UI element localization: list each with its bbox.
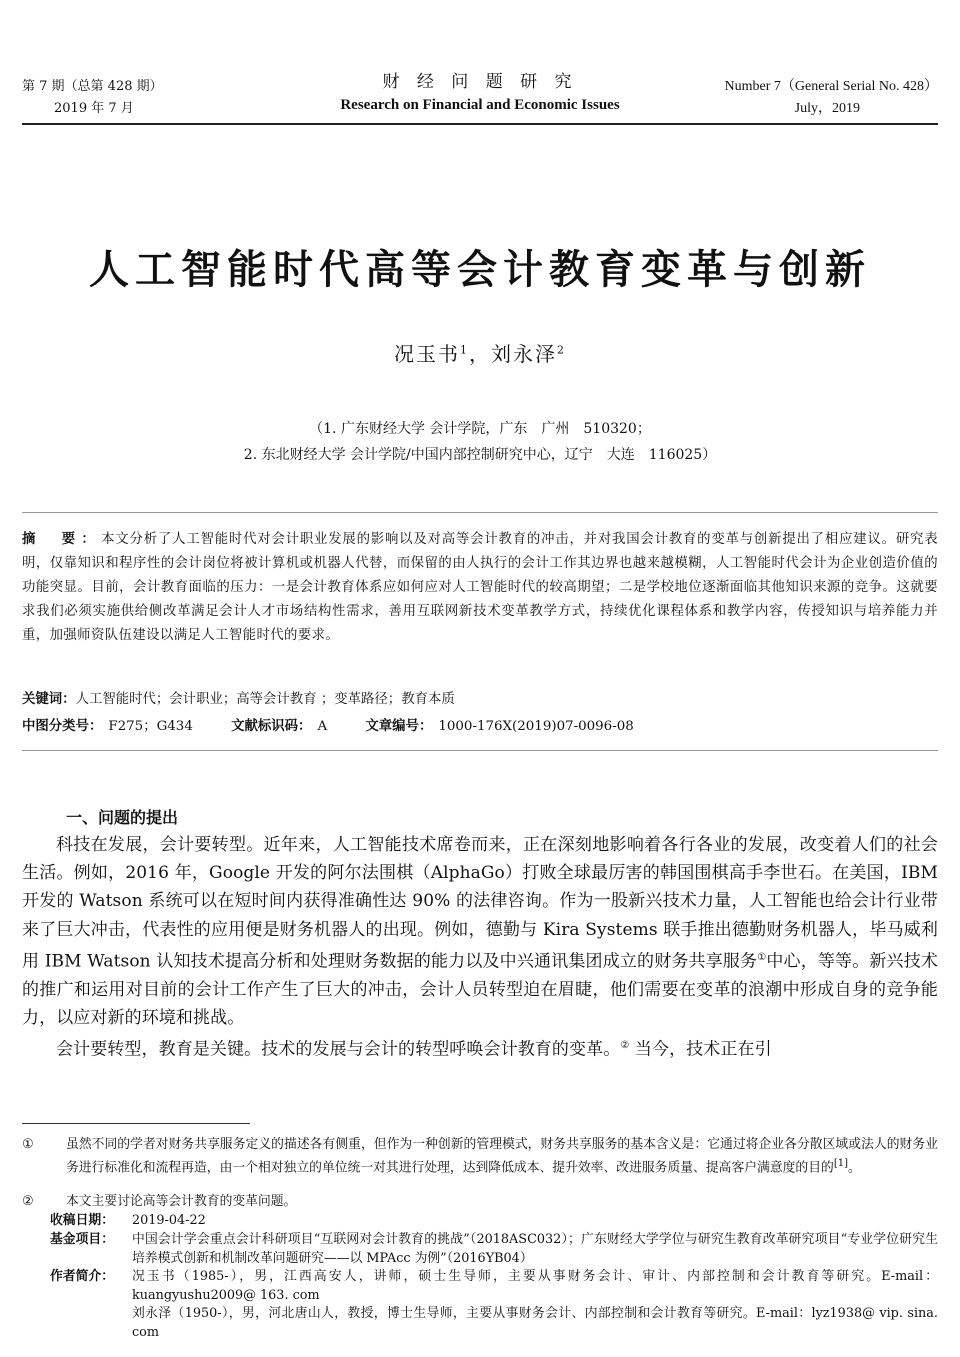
author-line (0, 338, 960, 367)
received-label: 收稿日期： (50, 1213, 114, 1228)
header-rule (22, 123, 938, 125)
issue-number-cn: 第 7 期（总第 428 期） (22, 79, 163, 94)
citation-ref-1[interactable]: [1] (833, 1157, 848, 1169)
affiliation-2: 2. 东北财经大学 会计学院/中国内部控制研究中心，辽宁 大连 116025） (243, 447, 717, 463)
footnote-rule (22, 1123, 250, 1124)
fund-project (50, 1231, 938, 1269)
issue-date-en: July，2019 (794, 101, 860, 116)
classification-line (22, 715, 938, 738)
abstract-text: 本文分析了人工智能时代对会计职业发展的影响以及对高等会计教育的冲击，并对我国会计教育的变革与创新提出了相应建议。研究表明，仅靠知识和程序性的会计岗位将被计算机或机器人代替，而保留的由人执行的会计工作其边界也越来越模糊，人工智能时代会计为企业创造价值的功能突显。目前，会计教育面临的压力：一是会计教育体系应如何应对人工智能时代的较高期望；二是学校地位逐渐面临其他知识来源的竞争。这就要求我们必须实施供给侧改革满足会计人才市场结构性需求，善用互联网新技术变革教学方式，持续优化课程体系和教学内容，传授知识与培养能力并重，加强师资队伍建设以满足人工智能时代的要求。 (22, 532, 938, 643)
issue-number-en: Number 7（General Serial No. 428） (724, 79, 938, 94)
article-title: 人工智能时代高等会计教育变革与创新 (89, 246, 871, 293)
abstract-bottom-rule (22, 750, 938, 751)
journal-name-cn: 财 经 问 题 研 究 (382, 72, 578, 92)
bio-label: 作者简介： (50, 1269, 114, 1284)
author-2: 刘永泽 (491, 342, 557, 366)
fund-label: 基金项目： (50, 1232, 114, 1247)
affiliation-1: （1. 广东财经大学 会计学院，广东 广州 510320； (309, 421, 651, 437)
paragraph-1: 科技在发展，会计要转型。近年来，人工智能技术席卷而来，正在深刻地影响着各行各业的发展，改变着人们的社会生活。例如，2016 年，Google 开发的阿尔法围棋（AlphaGo）打败全球最厉害的韩国围棋高手李世石。在美国，IBM 开发的 Watson 系统可以在短时间内获得准确性达 90% 的法律咨询。作为一股新兴技术力量，人工智能也给会计行业带来了巨大冲击，代表性的应用便是财务机器人的出现。例如，德勤与 Kira Systems 联手推出德勤财务机器人，毕马威利用 IBM Watson 认知技术提高分析和处理财务数据的能力以及中兴通讯集团成立的财务共享服务①中心，等等。新兴技术的推广和运用对目前的会计工作产生了巨大的冲击，会计人员转型迫在眉睫，他们需要在变革的浪潮中形成自身的竞争能力，以应对新的环境和挑战。 (22, 835, 938, 1028)
footnote-2 (22, 1193, 938, 1212)
footnote-ref-1[interactable]: ① (757, 951, 767, 963)
article-number-value: 1000-176X(2019)07-0096-08 (438, 719, 634, 734)
author-bio-2 (50, 1305, 938, 1343)
section-heading: 一、问题的提出 (66, 808, 179, 827)
keywords (22, 688, 938, 711)
abstract-top-rule (22, 512, 938, 513)
abstract (22, 527, 938, 648)
paragraph-2: 会计要转型，教育是关键。技术的发展与会计的转型呼唤会计教育的变革。② 当今，技术正在引 (56, 1039, 772, 1060)
running-header-left (22, 76, 163, 120)
author-separator: ， (469, 342, 491, 366)
author-1-affil-mark: 1 (460, 343, 469, 357)
author-bio-1 (50, 1268, 938, 1306)
journal-name-en: Research on Financial and Economic Issues (340, 97, 620, 113)
running-header-center (250, 70, 710, 116)
clc-value: F275；G434 (108, 719, 193, 734)
issue-date-cn: 2019 年 7 月 (54, 101, 134, 116)
keywords-text: 人工智能时代；会计职业；高等会计教育 ；变革路径；教育本质 (75, 692, 455, 707)
doc-code-label: 文献标识码： (231, 718, 312, 734)
footnote-1 (22, 1136, 938, 1192)
bio-2-text: 刘永泽（1950-），男，河北唐山人，教授，博士生导师，主要从事财务会计、内部控制和会计教育等研究。E-mail：lyz1938@ vip. sina. com (132, 1306, 938, 1340)
footnote-ref-2[interactable]: ② (620, 1040, 630, 1052)
abstract-label: 摘 要： (22, 531, 102, 547)
footnote-2-number: ② (22, 1194, 34, 1209)
running-header-right (725, 76, 938, 120)
footnote-1-text: 虽然不同的学者对财务共享服务定义的描述各有侧重，但作为一种创新的管理模式，财务共享服务的基本含义是：它通过将企业各分散区域或法人的财务业务进行标准化和流程再造，由一个相对独立的单位统一对其进行处理，达到降低成本、提升效率、改进服务质量、提高客户满意度的目的[1]。 (66, 1137, 938, 1175)
body-text (22, 831, 938, 1064)
article-number-label: 文章编号： (365, 718, 433, 734)
clc-label: 中图分类号： (22, 718, 103, 734)
author-1: 况玉书 (394, 342, 460, 366)
bio-1-text: 况玉书（1985-），男，江西高安人，讲师，硕士生导师，主要从事财务会计、审计、内部控制和会计教育等研究。E-mail：kuangyushu2009@ 163. com (132, 1269, 938, 1303)
received-date (50, 1212, 938, 1231)
author-2-affil-mark: 2 (557, 343, 566, 357)
footnote-2-text: 本文主要讨论高等会计教育的变革问题。 (66, 1194, 297, 1209)
keywords-label: 关键词： (22, 691, 76, 707)
doc-code-value: A (317, 719, 328, 734)
fund-value: 中国会计学会重点会计科研项目“互联网对会计教育的挑战”（2018ASC032）；广东财经大学学位与研究生教育改革研究项目“专业学位研究生培养模式创新和机制改革问题研究——以 MPAcc 为例”（2016YB04） (132, 1232, 938, 1266)
received-value: 2019-04-22 (132, 1213, 206, 1228)
footnote-1-number: ① (22, 1137, 34, 1152)
